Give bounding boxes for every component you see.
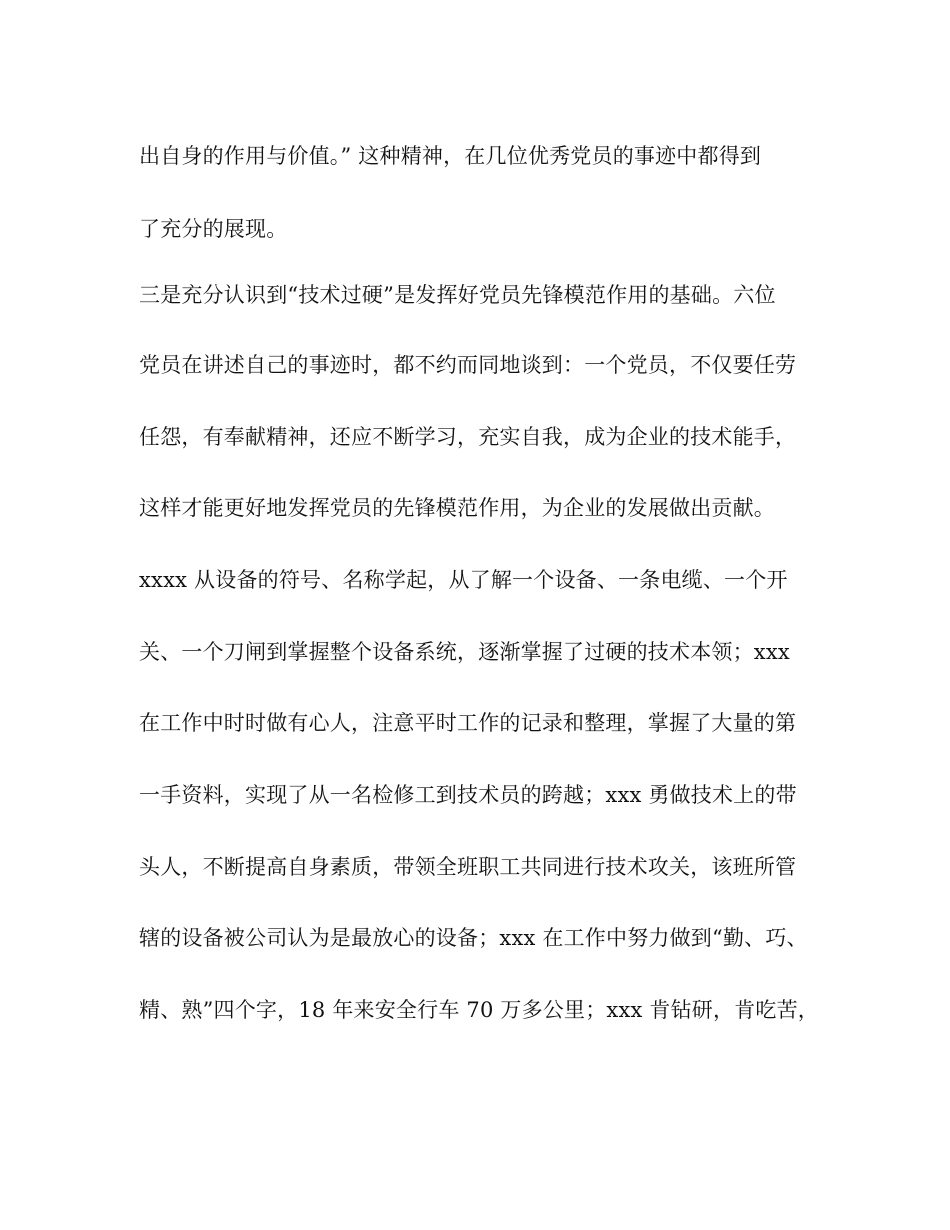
text-line-9: 在工作中时时做有心人，注意平时工作的记录和整理，掌握了大量的第 <box>139 711 797 735</box>
text-line-2: 了充分的展现。 <box>139 217 288 241</box>
text-line-5: 任怨，有奉献精神，还应不断学习，充实自我，成为企业的技术能手， <box>139 425 797 449</box>
text-line-8: 关、一个刀闸到掌握整个设备系统，逐渐掌握了过硬的技术本领；xxx <box>139 640 790 664</box>
text-line-13: 精、熟”四个字，18 年来安全行车 70 万多公里；xxx 肯钻研，肯吃苦， <box>139 998 820 1022</box>
text-line-10: 一手资料，实现了从一名检修工到技术员的跨越；xxx 勇做技术上的带 <box>139 783 797 807</box>
text-line-11: 头人，不断提高自身素质，带领全班职工共同进行技术攻关，该班所管 <box>139 855 797 879</box>
text-line-7: xxxx 从设备的符号、名称学起，从了解一个设备、一条电缆、一个开 <box>139 568 788 592</box>
text-line-4: 党员在讲述自己的事迹时，都不约而同地谈到：一个党员，不仅要任劳 <box>139 353 797 377</box>
text-line-3: 三是充分认识到“技术过硬”是发挥好党员先锋模范作用的基础。六位 <box>139 283 776 307</box>
text-line-12: 辖的设备被公司认为是最放心的设备；xxx 在工作中努力做到“勤、巧、 <box>139 926 808 950</box>
text-line-1: 出自身的作用与价值。” 这种精神，在几位优秀党员的事迹中都得到 <box>139 144 762 168</box>
text-line-6: 这样才能更好地发挥党员的先锋模范作用，为企业的发展做出贡献。 <box>139 496 775 520</box>
